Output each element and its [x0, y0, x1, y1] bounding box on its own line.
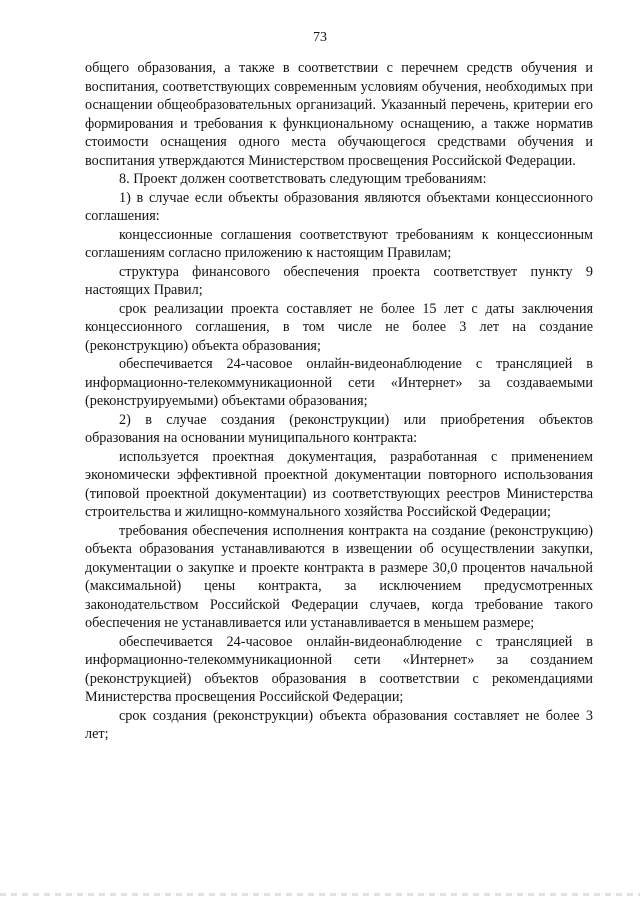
- paragraph: структура финансового обеспечения проекта соответствует пункту 9 настоящих Правил;: [85, 263, 593, 298]
- scan-edge-artifact: [0, 893, 640, 896]
- paragraph: 2) в случае создания (реконструкции) или приобретения объектов образования на основании муниципального контракта:: [85, 411, 593, 446]
- paragraph: срок создания (реконструкции) объекта образования составляет не более 3 лет;: [85, 707, 593, 742]
- paragraph: концессионные соглашения соответствуют требованиям к концессионным соглашениям согласно приложению к настоящим Правилам;: [85, 226, 593, 261]
- paragraph: требования обеспечения исполнения контракта на создание (реконструкцию) объекта образования устанавливаются в извещении об осуществлении закупки, документации о закупке и проекте контракта в размере 30,0 процентов начальной (максимальной) цены контракта, за исключением предусмотренных законодательством Российской Федерации случаев, когда требование такого обеспечения не устанавливается или устанавливается в меньшем размере;: [85, 522, 593, 631]
- paragraph: используется проектная документация, разработанная с применением экономически эффективной проектной документации повторного использования (типовой проектной документации) из соответствующих реестров Министерства строительства и жилищно-коммунального хозяйства Российской Федерации;: [85, 448, 593, 520]
- paragraph: 1) в случае если объекты образования являются объектами концессионного соглашения:: [85, 189, 593, 224]
- paragraph: общего образования, а также в соответствии с перечнем средств обучения и воспитания, соответствующих современным условиям обучения, необходимых при оснащении общеобразовательных организаций. Указанный перечень, критерии его формирования и требования к функциональному оснащению, а также норматив стоимости оснащения одного места обучающегося средствами обучения и воспитания утверждаются Министерством просвещения Российской Федерации.: [85, 60, 593, 169]
- paragraph: 8. Проект должен соответствовать следующим требованиям:: [119, 171, 487, 187]
- page-number: 73: [313, 30, 327, 45]
- paragraph: обеспечивается 24-часовое онлайн-видеонаблюдение с трансляцией в информационно-телекоммуникационной сети «Интернет» за созданием (реконструкцией) объектов образования в соответствии с рекомендациями Министерства просвещения Российской Федерации;: [85, 633, 593, 705]
- paragraph: обеспечивается 24-часовое онлайн-видеонаблюдение с трансляцией в информационно-телекоммуникационной сети «Интернет» за создаваемыми (реконструируемыми) объектами образования;: [85, 356, 593, 409]
- document-body: [85, 59, 593, 744]
- paragraph: срок реализации проекта составляет не более 15 лет с даты заключения концессионного соглашения, в том числе не более 3 лет на создание (реконструкцию) объекта образования;: [85, 300, 593, 354]
